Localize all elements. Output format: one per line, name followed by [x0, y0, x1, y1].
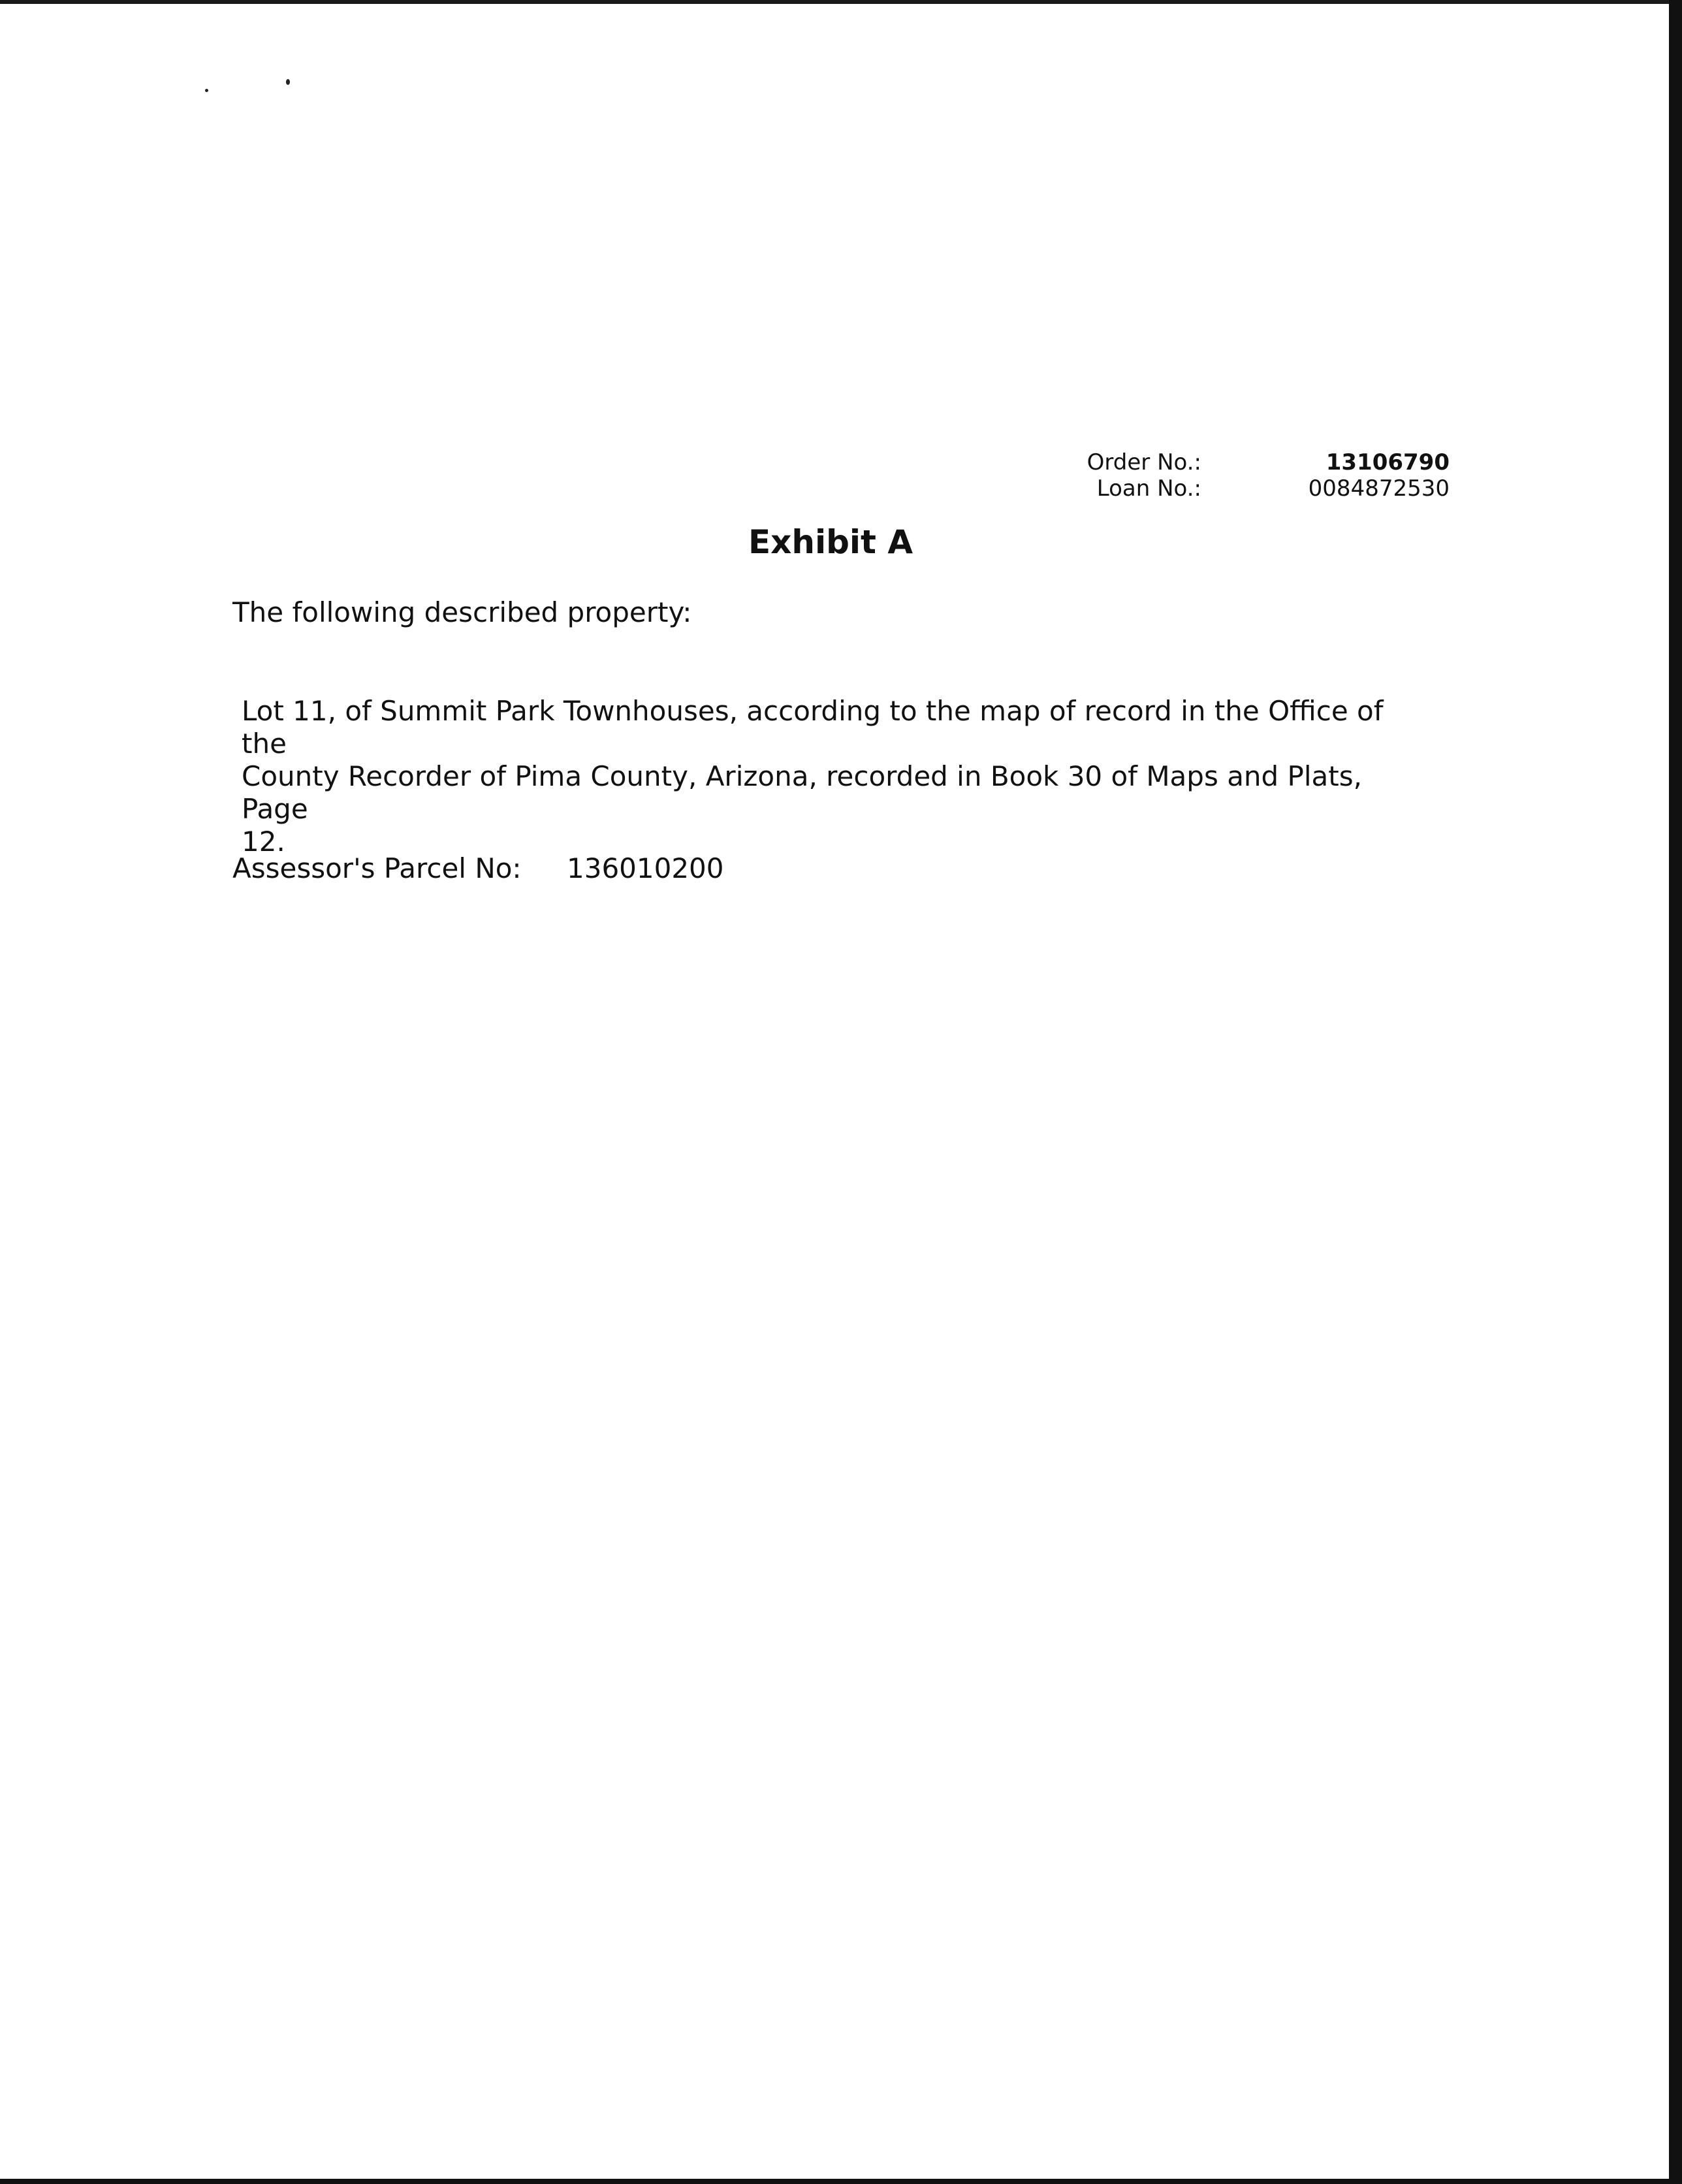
scan-edge-bottom	[0, 2179, 1682, 2184]
order-number-label: Order No.:	[1087, 449, 1201, 475]
order-number-value: 13106790	[1325, 449, 1450, 475]
order-loan-header	[1071, 449, 1450, 502]
order-number-row	[1071, 449, 1450, 475]
scan-edge-top	[0, 0, 1682, 4]
parcel-number-label: Assessor's Parcel No:	[232, 852, 522, 884]
legal-description: Lot 11, of Summit Park Townhouses, according to the map of record in the Office of the County Recorder of Pima County, Arizona, recorded in Book 30 of Maps and Plats, Page 12.	[242, 695, 1384, 858]
scan-speck	[286, 79, 290, 85]
loan-number-row	[1071, 475, 1450, 502]
loan-number-value: 0084872530	[1308, 475, 1450, 502]
parcel-number-row	[232, 852, 724, 886]
document-title: Exhibit A	[748, 523, 913, 561]
intro-text: The following described property:	[232, 596, 692, 628]
parcel-number-value: 136010200	[567, 852, 724, 884]
scan-edge-right	[1669, 0, 1682, 2184]
loan-number-label: Loan No.:	[1096, 475, 1201, 502]
scan-speck	[205, 89, 208, 92]
